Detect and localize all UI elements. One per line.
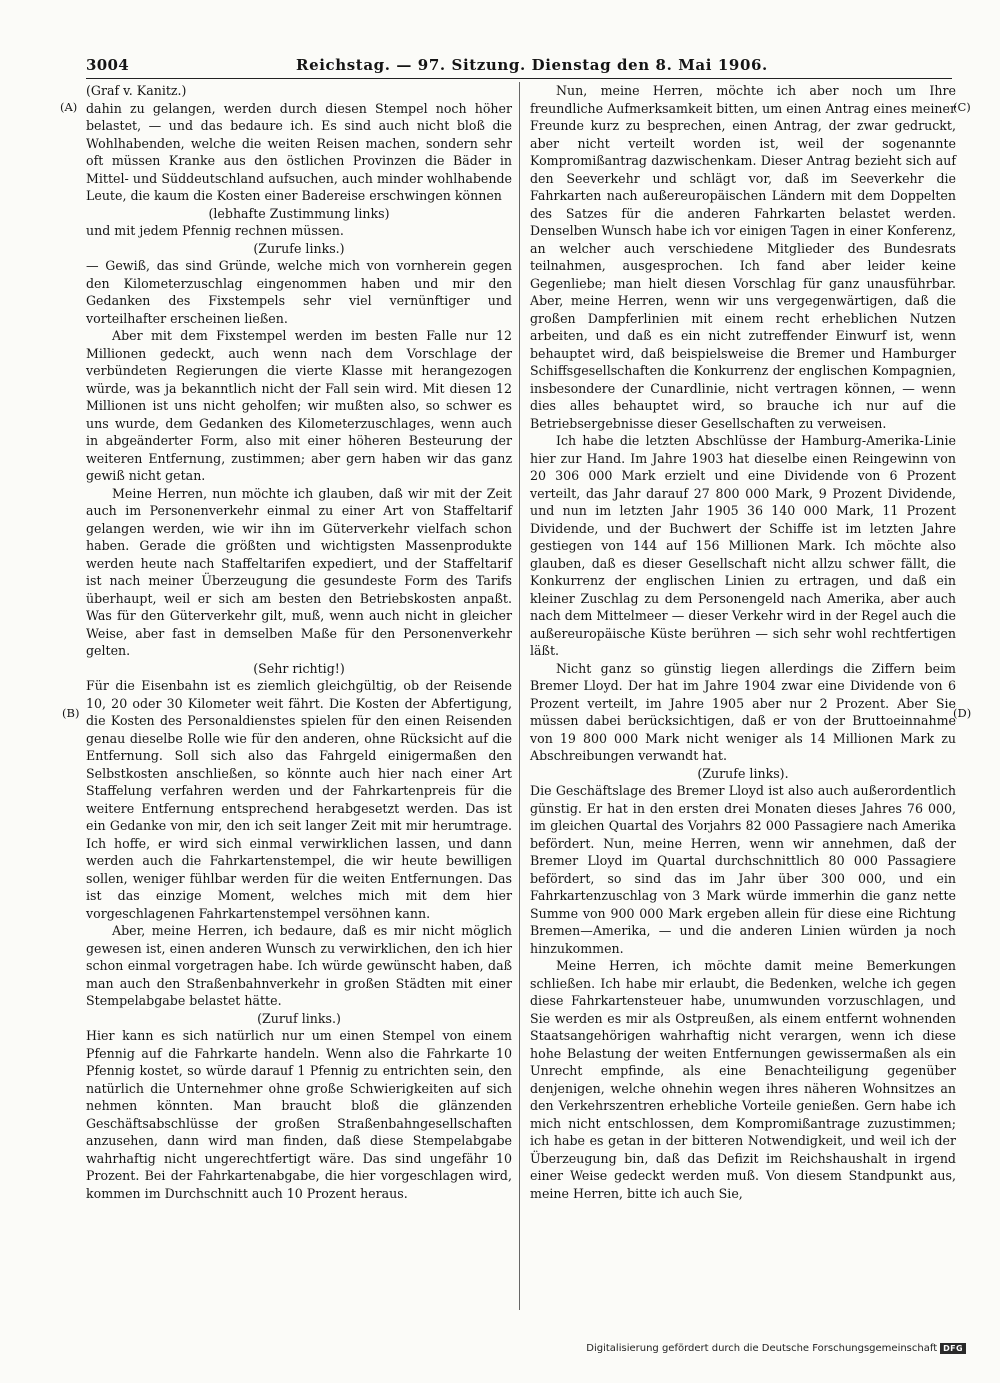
left-paragraph: Aber mit dem Fixstempel werden im besten Falle nur 12 Millionen gedeckt, auch wenn nach dem Vorschlage der verbündeten Regierungen die vierte Klasse mit herangezogen würde, was ja bekanntlich nicht der Fall sein wird. Mit diesen 12 Millionen ist uns nicht geholfen; wir mußten also, so schwer es uns wurde, dem Gedanken des Kilometerzuschlages, wenn auch in abgeänderter Form, also mit einer höheren Besteurung der weiteren Entfernung, zustimmen; aber gern haben wir das ganz gewiß nicht getan. [86,328,512,483]
margin-mark-d: (D) [953,706,972,720]
left-paragraph: Meine Herren, nun möchte ich glauben, daß wir mit der Zeit auch im Personenverkehr einmal zu einer Art von Staffeltarif gelangen werden, wie wir ihn im Güterverkehr vielfach schon haben. Gerade die größten und wichtigsten Massenprodukte werden heute nach Staffeltarifen expediert, und der Staffeltarif ist nach meiner Überzeugung die gesundeste Form des Tarifs überhaupt, weil er sich am besten den Betriebskosten anpaßt. Was für den Güterverkehr gilt, muß, wenn auch nicht in gleicher Weise, aber fast in demselben Maße für den Personenverkehr gelten. [86,485,512,658]
speaker-label: (Graf v. Kanitz.) [86,83,187,98]
right-paragraph: Nicht ganz so günstig liegen allerdings die Ziffern beim Bremer Lloyd. Der hat im Jahre 1904 zwar eine Dividende von 6 Prozent verteilt, im Jahre 1905 aber nur 2 Prozent. Aber Sie müssen dabei berücksichtigen, daß er von der Bruttoeinnahme von 19 800 000 Mark nicht weniger als 14 Millionen Mark zu Abschreibungen verwandt hat. [530,660,956,763]
funding-note: Digitalisierung gefördert durch die Deutsche Forschungsgemeinschaft [586,1343,938,1354]
right-interjection: (Zurufe links). [697,765,789,781]
page-header [86,56,952,78]
margin-mark-b: (B) [62,706,80,720]
margin-mark-a: (A) [60,100,78,114]
left-interjection: (Zuruf links.) [257,1010,341,1026]
right-paragraph: Die Geschäftslage des Bremer Lloyd ist also auch außerordentlich günstig. Er hat in den ersten drei Monaten dieses Jahres 76 000, im gleichen Quartal des Vorjahrs 82 000 Passagiere nach Amerika befördert. Nun, meine Herren, wenn wir annehmen, daß der Bremer Lloyd im Quartal durchschnittlich 80 000 Passagiere befördert, so sind das im Jahr über 300 000, und ein Fahrkartenzuschlag von 3 Mark würde immerhin die ganz nette Summe von 900 000 Mark ergeben allein für diese eine Richtung Bremen—Amerika, — und die anderen Linien würden ja noch hinzukommen. [530,783,956,956]
right-paragraph: Nun, meine Herren, möchte ich aber noch um Ihre freundliche Aufmerksamkeit bitten, um einen Antrag eines meiner Freunde kurz zu besprechen, einen Antrag, der zwar gedruckt, aber nicht verteilt worden ist, weil der sogenannte Kompromißantrag dazwischenkam. Dieser Antrag bezieht sich auf den Seeverkehr und schlägt vor, daß im Seeverkehr die Fahrkarten nach außereuropäischen Ländern mit dem Doppelten des Satzes für die anderen Fahrkarten belastet werden. Denselben Wunsch habe ich vor einigen Tagen in einer Konferenz, an welcher auch verschiedene Mitglieder des Bundesrats teilnahmen, ausgesprochen. Ich fand aber leider keine Gegenliebe; man hielt diesen Vorschlag für ganz unausführbar. Aber, meine Herren, wenn wir uns vergegenwärtigen, daß die großen Dampferlinien mit einem recht erheblichen Nutzen arbeiten, und daß es ein nicht zutreffender Einwurf ist, wenn behauptet wird, daß beispielsweise die Bremer und Hamburger Schiffsgesellschaften die Konkurrenz der englischen Kompagnien, insbesondere der Cunardlinie, nicht vertragen können, — wenn dies alles behauptet wird, so brauche ich nur auf die Betriebsergebnisse dieser Gesellschaften zu verweisen. [530,83,956,431]
column-divider [519,82,520,1310]
margin-mark-c: (C) [953,100,971,114]
footer [586,1343,966,1354]
right-column [530,82,956,1202]
page-number: 3004 [86,56,129,74]
left-paragraph: Für die Eisenbahn ist es ziemlich gleichgültig, ob der Reisende 10, 20 oder 30 Kilometer weit fährt. Die Kosten der Abfertigung, die Kosten des Personaldienstes spielen für den einen Reisenden genau dieselbe Rolle wie für den anderen, ohne Rücksicht auf die Entfernung. Soll sich also das Fahrgeld einigermaßen den Selbstkosten anschließen, so könnte auch hier nach einer Art Staffelung verfahren werden und der Fahrkartenpreis für die weitere Entfernung entsprechend herabgesetzt werden. Das ist ein Gedanke von mir, den ich seit langer Zeit mit mir herumtrage. Ich hoffe, er wird sich einmal verwirklichen lassen, und dann werden auch die Fahrkartenstempel, die wir heute bewilligen sollen, weniger fühlbar werden für die weiten Entfernungen. Das ist das einzige Moment, welches mich mit dem hier vorgeschlagenen Fahrkartenstempel versöhnen kann. [86,678,512,921]
left-paragraph: Aber, meine Herren, ich bedaure, daß es mir nicht möglich gewesen ist, einen anderen Wunsch zu verwirklichen, den ich hier schon einmal vorgetragen habe. Ich würde gewünscht haben, daß man auch den Straßenbahnverkehr in großen Städten mit einer Stempelabgabe belastet hätte. [86,923,512,1008]
left-paragraph: Hier kann es sich natürlich nur um einen Stempel von einem Pfennig auf die Fahrkarte handeln. Wenn also die Fahrkarte 10 Pfennig kostet, so würde darauf 1 Pfennig zu entrichten sein, den natürlich die Unternehmer ohne große Schwierigkeiten auf sich nehmen könnten. Man braucht bloß die glänzenden Geschäftsabschlüsse der großen Straßenbahngesellschaften anzusehen, dann wird man finden, daß diese Stempelabgabe wahrhaftig nicht ungerechtfertigt wäre. Das sind ungefähr 10 Prozent. Bei der Fahrkartenabgabe, die hier vorgeschlagen wird, kommen im Durchschnitt auch 10 Prozent heraus. [86,1028,512,1201]
dfg-logo: DFG [940,1343,966,1354]
right-paragraph: Meine Herren, ich möchte damit meine Bemerkungen schließen. Ich habe mir erlaubt, die Bedenken, welche ich gegen diese Fahrkartensteuer habe, unumwunden vorzuschlagen, und Sie werden es mir als Ostpreußen, als einem entfernt wohnenden Staatsangehörigen wahrhaftig nicht verargen, wenn ich diese hohe Belastung der weiten Entfernungen gewissermaßen als ein Unrecht empfinde, als eine Benachteiligung gegenüber denjenigen, welche ohnehin wegen ihres näheren Wohnsitzes an den Verkehrszentren erhebliche Vorteile genießen. Gern habe ich mich nicht entschlossen, dem Kompromißantrage zuzustimmen; ich habe es getan in der bitteren Notwendigkeit, und weil ich der Überzeugung bin, daß das Defizit im Reichshaushalt in irgend einer Weise gedeckt werden muß. Von diesem Standpunkt aus, meine Herren, bitte ich auch Sie, [530,958,956,1201]
left-interjection: (Zurufe links.) [253,240,345,256]
right-paragraph: Ich habe die letzten Abschlüsse der Hamburg-Amerika-Linie hier zur Hand. Im Jahre 1903 hat dieselbe einen Reingewinn von 20 306 000 Mark erzielt und eine Dividende von 6 Prozent verteilt, das Jahr darauf 27 800 000 Mark, 9 Prozent Dividende, und nun im letzten Jahr 1905 36 140 000 Mark, 11 Prozent Dividende, und der Buchwert der Schiffe ist im letzten Jahre gestiegen von 144 auf 156 Millionen Mark. Ich möchte also glauben, daß es dieser Gesellschaft nicht allzu schwer fällt, die Konkurrenz der englischen Linien zu ertragen, und daß ein kleiner Zuschlag zu dem Personengeld nach Amerika, aber auch nach dem Mittelmeer — dieser Verkehr wird in der Regel auch die außereuropäische Küste berühren — sich sehr wohl rechtfertigen läßt. [530,433,956,658]
left-interjection: (Sehr richtig!) [253,660,345,676]
left-paragraph: — Gewiß, das sind Gründe, welche mich von vornherein gegen den Kilometerzuschlag eingenommen haben und mir den Gedanken des Fixstempels sehr viel vernünftiger und vorteilhafter erscheinen ließen. [86,258,512,326]
running-title: Reichstag. — 97. Sitzung. Dienstag den 8. Mai 1906. [296,56,768,74]
left-interjection: (lebhafte Zustimmung links) [208,205,390,221]
left-paragraph: und mit jedem Pfennig rechnen müssen. [86,223,344,238]
left-column [86,82,512,1202]
header-rule [86,78,952,79]
left-paragraph: dahin zu gelangen, werden durch diesen Stempel noch höher belastet, — und das bedaure ich. Es sind auch nicht bloß die Wohlhabenden, welche die weiten Reisen machen, sondern sehr oft müssen Kranke aus den östlichen Provinzen die Bäder in Mittel- und Süddeutschland aufsuchen, auch minder wohlhabende Leute, die kaum die Kosten einer Badereise erschwingen können [86,100,512,203]
